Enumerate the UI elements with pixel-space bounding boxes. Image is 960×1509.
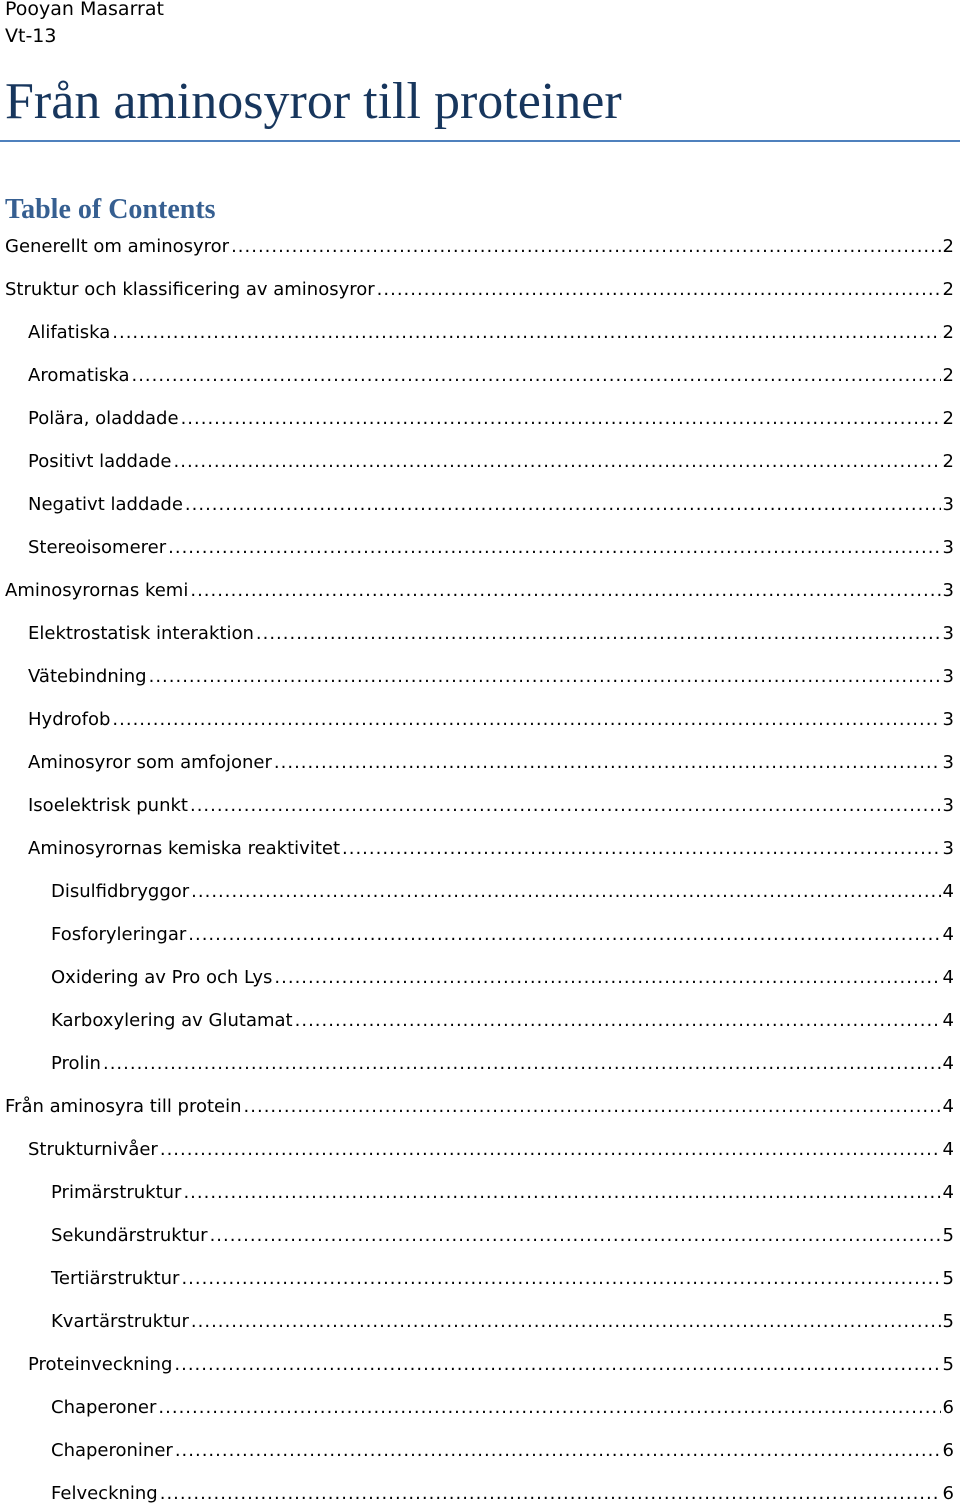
toc-entry[interactable] bbox=[0, 1264, 954, 1294]
toc-entry-page-number: 5 bbox=[942, 1311, 954, 1332]
toc-entry-label: Polära, oladdade bbox=[28, 408, 179, 429]
toc-dot-leader bbox=[295, 1006, 941, 1036]
document-title: Från aminosyror till proteiner bbox=[5, 73, 622, 130]
toc-entry[interactable] bbox=[0, 1049, 954, 1079]
toc-dot-leader bbox=[181, 1264, 940, 1294]
toc-entry-label: Elektrostatisk interaktion bbox=[28, 623, 254, 644]
toc-entry[interactable] bbox=[0, 662, 954, 692]
toc-entry[interactable] bbox=[0, 275, 954, 305]
toc-heading: Table of Contents bbox=[5, 194, 216, 225]
toc-dot-leader bbox=[181, 404, 941, 434]
toc-entry[interactable] bbox=[0, 748, 954, 778]
toc-entry-page-number: 4 bbox=[942, 1139, 954, 1160]
toc-entry-label: Aminosyrornas kemiska reaktivitet bbox=[28, 838, 341, 859]
course-code: Vt-13 bbox=[5, 25, 57, 47]
toc-entry-label: Negativt laddade bbox=[28, 494, 183, 515]
toc-entry-page-number: 4 bbox=[942, 924, 954, 945]
toc-entry-page-number: 2 bbox=[942, 279, 954, 300]
toc-entry[interactable] bbox=[0, 447, 954, 477]
toc-entry-label: Sekundärstruktur bbox=[51, 1225, 208, 1246]
toc-entry-label: Prolin bbox=[51, 1053, 101, 1074]
toc-entry-page-number: 4 bbox=[942, 881, 954, 902]
title-divider bbox=[0, 140, 960, 142]
toc-entry-page-number: 4 bbox=[942, 1182, 954, 1203]
toc-dot-leader bbox=[131, 361, 940, 391]
toc-entry-page-number: 3 bbox=[942, 795, 954, 816]
toc-entry-page-number: 2 bbox=[942, 451, 954, 472]
toc-dot-leader bbox=[256, 619, 941, 649]
toc-entry-label: Felveckning bbox=[51, 1483, 158, 1504]
toc-entry-label: Hydrofob bbox=[28, 709, 111, 730]
toc-entry-label: Aminosyror som amfojoner bbox=[28, 752, 272, 773]
toc-entry-label: Positivt laddade bbox=[28, 451, 172, 472]
toc-entry[interactable] bbox=[0, 1178, 954, 1208]
author-name: Pooyan Masarrat bbox=[5, 0, 164, 20]
toc-entry-label: Fosforyleringar bbox=[51, 924, 187, 945]
toc-entry-page-number: 5 bbox=[942, 1354, 954, 1375]
toc-entry-label: Isoelektrisk punkt bbox=[28, 795, 188, 816]
toc-dot-leader bbox=[244, 1092, 941, 1122]
toc-entry-page-number: 2 bbox=[942, 408, 954, 429]
toc-entry-page-number: 6 bbox=[942, 1483, 954, 1504]
toc-entry-page-number: 6 bbox=[942, 1440, 954, 1461]
toc-dot-leader bbox=[190, 791, 941, 821]
toc-entry-label: Alifatiska bbox=[28, 322, 111, 343]
toc-dot-leader bbox=[210, 1221, 941, 1251]
toc-dot-leader bbox=[231, 232, 940, 262]
toc-entry-page-number: 3 bbox=[942, 838, 954, 859]
toc-dot-leader bbox=[175, 1436, 941, 1466]
toc-entry-label: Kvartärstruktur bbox=[51, 1311, 189, 1332]
toc-entry-page-number: 3 bbox=[942, 494, 954, 515]
toc-dot-leader bbox=[160, 1135, 941, 1165]
toc-entry[interactable] bbox=[0, 963, 954, 993]
toc-entry-label: Vätebindning bbox=[28, 666, 147, 687]
toc-dot-leader bbox=[377, 275, 941, 305]
toc-entry-label: Karboxylering av Glutamat bbox=[51, 1010, 293, 1031]
toc-entry[interactable] bbox=[0, 576, 954, 606]
toc-entry[interactable] bbox=[0, 1221, 954, 1251]
toc-dot-leader bbox=[174, 447, 941, 477]
toc-dot-leader bbox=[274, 963, 940, 993]
toc-entry-page-number: 6 bbox=[942, 1397, 954, 1418]
toc-dot-leader bbox=[103, 1049, 941, 1079]
toc-dot-leader bbox=[112, 705, 940, 735]
toc-entry-page-number: 3 bbox=[942, 709, 954, 730]
toc-entry[interactable] bbox=[0, 877, 954, 907]
toc-dot-leader bbox=[160, 1479, 941, 1509]
toc-entry[interactable] bbox=[0, 1393, 954, 1423]
toc-entry-label: Proteinveckning bbox=[28, 1354, 173, 1375]
toc-entry[interactable] bbox=[0, 318, 954, 348]
toc-entry-label: Generellt om aminosyror bbox=[5, 236, 230, 257]
toc-entry-label: Aromatiska bbox=[28, 365, 130, 386]
toc-entry-label: Disulfidbryggor bbox=[51, 881, 190, 902]
toc-dot-leader bbox=[185, 490, 941, 520]
toc-entry[interactable] bbox=[0, 1092, 954, 1122]
toc-entry[interactable] bbox=[0, 232, 954, 262]
toc-entry-label: Stereoisomerer bbox=[28, 537, 167, 558]
toc-entry-page-number: 3 bbox=[942, 666, 954, 687]
toc-entry-page-number: 3 bbox=[942, 537, 954, 558]
toc-entry-label: Chaperoniner bbox=[51, 1440, 173, 1461]
toc-entry[interactable] bbox=[0, 1350, 954, 1380]
toc-dot-leader bbox=[190, 576, 940, 606]
toc-entry[interactable] bbox=[0, 619, 954, 649]
toc-entry[interactable] bbox=[0, 834, 954, 864]
toc-dot-leader bbox=[149, 662, 941, 692]
toc-dot-leader bbox=[191, 877, 940, 907]
toc-dot-leader bbox=[168, 533, 940, 563]
toc-entry-page-number: 4 bbox=[942, 1010, 954, 1031]
toc-entry[interactable] bbox=[0, 705, 954, 735]
toc-dot-leader bbox=[183, 1178, 940, 1208]
toc-entry-page-number: 2 bbox=[942, 365, 954, 386]
toc-entry[interactable] bbox=[0, 361, 954, 391]
toc-entry-page-number: 3 bbox=[942, 580, 954, 601]
toc-entry[interactable] bbox=[0, 533, 954, 563]
toc-entry-page-number: 3 bbox=[942, 623, 954, 644]
toc-entry-label: Från aminosyra till protein bbox=[5, 1096, 242, 1117]
toc-entry-page-number: 5 bbox=[942, 1225, 954, 1246]
toc-entry-page-number: 4 bbox=[942, 1096, 954, 1117]
toc-dot-leader bbox=[112, 318, 940, 348]
toc-entry[interactable] bbox=[0, 1436, 954, 1466]
toc-entry[interactable] bbox=[0, 1479, 954, 1509]
toc-entry-page-number: 4 bbox=[942, 967, 954, 988]
toc-entry[interactable] bbox=[0, 1307, 954, 1337]
toc-dot-leader bbox=[174, 1350, 940, 1380]
toc-entry[interactable] bbox=[0, 404, 954, 434]
toc-entry-label: Tertiärstruktur bbox=[51, 1268, 180, 1289]
toc-entry-label: Primärstruktur bbox=[51, 1182, 182, 1203]
toc-dot-leader bbox=[188, 920, 940, 950]
toc-entry[interactable] bbox=[0, 1006, 954, 1036]
toc-dot-leader bbox=[158, 1393, 940, 1423]
toc-entry-page-number: 4 bbox=[942, 1053, 954, 1074]
toc-entry[interactable] bbox=[0, 1135, 954, 1165]
toc-entry[interactable] bbox=[0, 791, 954, 821]
toc-dot-leader bbox=[191, 1307, 941, 1337]
toc-entry-label: Oxidering av Pro och Lys bbox=[51, 967, 273, 988]
toc-entry-label: Chaperoner bbox=[51, 1397, 157, 1418]
toc-entry-label: Struktur och klassificering av aminosyror bbox=[5, 279, 375, 300]
toc-entry-page-number: 5 bbox=[942, 1268, 954, 1289]
toc-dot-leader bbox=[342, 834, 941, 864]
toc-entry-page-number: 2 bbox=[942, 236, 954, 257]
toc-entry-label: Aminosyrornas kemi bbox=[5, 580, 189, 601]
toc-entry[interactable] bbox=[0, 490, 954, 520]
toc-entry-page-number: 3 bbox=[942, 752, 954, 773]
toc-dot-leader bbox=[274, 748, 941, 778]
toc-entry[interactable] bbox=[0, 920, 954, 950]
toc-entry-page-number: 2 bbox=[942, 322, 954, 343]
toc-entry-label: Strukturnivåer bbox=[28, 1139, 158, 1160]
